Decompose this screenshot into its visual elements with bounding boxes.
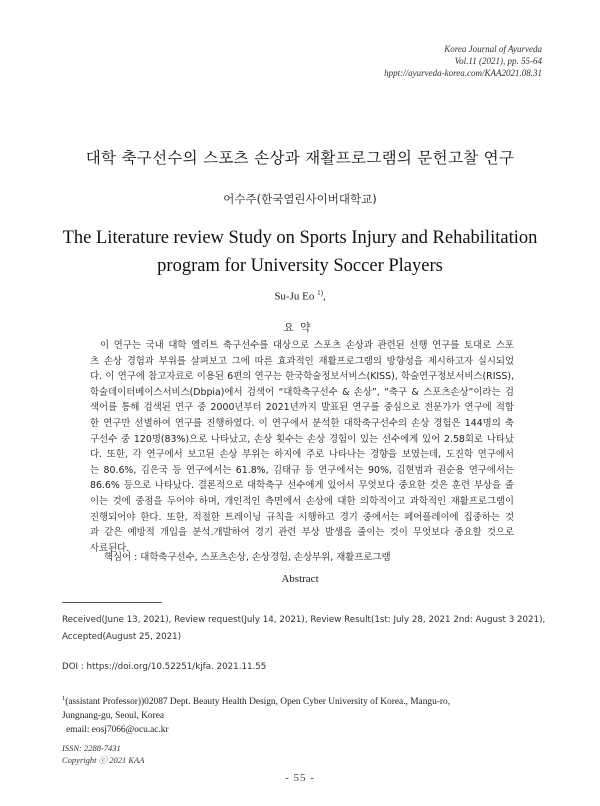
author-footnote-mark: 1) [317,289,323,297]
abstract-line: 다. 또한, 각 연구에서 보고된 손상 부위는 하지에 주로 나타나는 경향을 보였는데, 도진학 연구에서 [90,449,514,461]
page-number: - 55 - [285,772,315,784]
author-english [0,289,600,303]
footnote-divider [62,602,162,603]
abstract-heading-korean: 요약 [283,321,317,334]
affiliation-footnote-mark: 1 [62,695,66,702]
title-english [60,224,540,280]
journal-header [384,43,542,79]
abstract-line: 다. 이 연구에 참고자료로 이용된 6편의 연구는 한국학술정보서비스(KISS), 학술연구정보서비스(RISS), [90,371,514,383]
author-english-name: Su-Ju Eo [274,290,315,303]
abstract-line: 구선수 중 120명(83%)으로 나타났고, 손상 횟수는 손상 경험이 있는 선수에게 있어 2.58회로 나타났 [90,433,514,445]
issn: ISSN: 2288-7431 [62,743,121,753]
abstract-line: 진행되어야 한다. 또한, 적절한 트레이닝 규칙을 시행하고 경기 중에서는 페어플레이에 집중하는 것 [90,511,514,523]
abstract-line: 한 연구만 선별하여 연구를 진행하였다. 이 연구에서 분석한 대학축구선수의 손상 경험은 144명의 축 [90,417,514,429]
abstract-line: 츠 손상 경험과 부위를 살펴보고 그에 따른 효과적인 재활프로그램의 방향성을 제시하고자 실시되었 [90,355,514,367]
abstract-heading-english: Abstract [281,573,319,585]
doi: DOI : https://doi.org/10.52251/kjfa. 2021.11.55 [62,662,267,672]
abstract-line: 이는 것에 중점을 두어야 하며, 개인적인 측면에서 손상에 대한 의학적이고 과학적인 재활프로그램이 [90,495,514,507]
copyright: Copyright ⓒ 2021 KAA [62,755,145,765]
author-affiliation [62,692,538,737]
abstract-line: 86.6% 등으로 나타났다. 결론적으로 대학축구 선수에게 있어서 무엇보다 중요한 것은 훈련 부상을 줄 [90,480,514,492]
journal-url: hppt://ayurveda-korea.com/KAA2021.08.31 [384,68,542,78]
title-english-line-1: The Literature review Study on Sports Injury and Rehabilitation [62,228,538,248]
keywords: 핵심어 : 대학축구선수, 스포츠손상, 손상경험, 손상부위, 재활프로그램 [104,552,391,563]
abstract-line: 이 연구는 국내 대학 엘리트 축구선수를 대상으로 스포츠 손상과 관련된 선행 연구를 토대로 스포 [100,340,514,351]
abstract-line: 색어를 통해 검색된 연구 중 2000년부터 2021년까지 발표된 연구를 중심으로 전문가가 연구에 적합 [90,402,514,414]
title-english-line-2: program for University Soccer Players [157,256,443,276]
journal-volume: Vol.11 (2021), pp. 55-64 [454,56,542,66]
issn-block [62,742,144,766]
received-line: Accepted(August 25, 2021) [62,631,182,642]
author-korean: 어수주(한국열린사이버대학교) [223,192,377,206]
abstract-line: 는 80.6%, 김은국 등 연구에서는 61.8%, 김태규 등 연구에서는 90%, 김현범과 권순용 연구에서는 [90,464,514,476]
author-english-suffix: , [322,290,326,303]
affiliation-line: $^1$(assistant Professor))02087 Dept. Beauty Health Design, Open Cyber University of Korea., Mangu-ro, [62,695,451,708]
received-dates [62,612,546,645]
abstract-line: 사료된다. [90,542,130,554]
received-line: Received(June 13, 2021), Review request(July 14, 2021), Review Result(1st: July 28, 2021 2nd: August 3 2021), [62,615,546,625]
affiliation-line: Jungnang-gu, Seoul, Korea [62,711,165,722]
title-korean: 대학 축구선수의 스포츠 손상과 재활프로그램의 문헌고찰 연구 [85,149,515,167]
abstract-line: 과 같은 예방적 개입을 분석.개발하여 경기 관련 부상 발생을 줄이는 것이 무엇보다 중요할 것으로 [90,527,514,539]
journal-name: Korea Journal of Ayurveda [444,44,542,54]
affiliation-email: email: eosj7066@ocu.ac.kr [66,725,169,736]
abstract-body [90,338,514,556]
abstract-line: 학술데이터베이스서비스(Dbpia)에서 검색어 “대학축구선수 & 손상”, “축구 & 스포츠손상”이라는 검 [90,386,514,398]
